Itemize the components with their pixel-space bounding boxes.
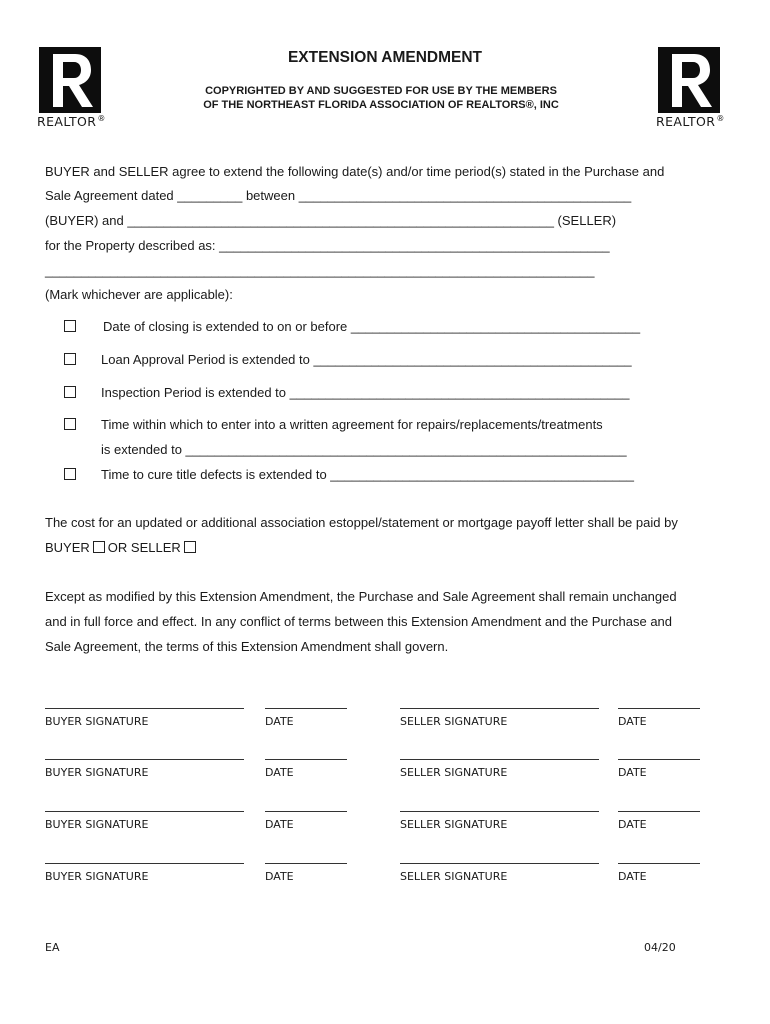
seller-date-label: DATE [618, 818, 647, 831]
except-line-2: and in full force and effect. In any conflict of terms between this Extension Amendment and the Purchase and [45, 614, 673, 629]
seller-signature-line[interactable] [400, 759, 599, 760]
buyer-signature-line[interactable] [45, 811, 244, 812]
buyer-date-label: DATE [265, 766, 294, 779]
cost-payer-choice [45, 540, 199, 555]
option-loan-approval-label: Loan Approval Period is extended to ____________________________________________ [101, 352, 632, 367]
seller-date-line[interactable] [618, 759, 700, 760]
document-title: EXTENSION AMENDMENT [287, 49, 483, 66]
seller-signature-line[interactable] [400, 708, 599, 709]
buyer-date-line[interactable] [265, 863, 347, 864]
seller-date-label: DATE [618, 715, 647, 728]
copyright-line-2: OF THE NORTHEAST FLORIDA ASSOCIATION OF REALTORS®, INC [203, 99, 559, 111]
option-closing-checkbox[interactable] [64, 320, 76, 332]
seller-pays-checkbox[interactable] [184, 541, 196, 553]
mark-instruction: (Mark whichever are applicable): [45, 287, 233, 302]
option-inspection-label: Inspection Period is extended to _______________________________________________ [101, 385, 630, 400]
option-repairs-checkbox[interactable] [64, 418, 76, 430]
option-inspection-checkbox[interactable] [64, 386, 76, 398]
buyer-signature-line[interactable] [45, 759, 244, 760]
form-version: 04/20 [644, 941, 676, 954]
cost-line: The cost for an updated or additional association estoppel/statement or mortgage payoff letter shall be paid by [45, 515, 678, 530]
buyer-signature-label: BUYER SIGNATURE [45, 715, 149, 728]
buyer-date-line[interactable] [265, 811, 347, 812]
buyer-date-label: DATE [265, 818, 294, 831]
seller-date-line[interactable] [618, 811, 700, 812]
option-repairs-label: Time within which to enter into a written agreement for repairs/replacements/treatments [101, 417, 603, 432]
seller-date-line[interactable] [618, 863, 700, 864]
buyer-signature-label: BUYER SIGNATURE [45, 870, 149, 883]
seller-option-label: OR SELLER [107, 540, 181, 555]
buyer-date-label: DATE [265, 715, 294, 728]
realtor-logo-right: REALTOR® [656, 47, 732, 129]
seller-signature-label: SELLER SIGNATURE [400, 766, 508, 779]
buyer-signature-line[interactable] [45, 708, 244, 709]
copyright-line-1: COPYRIGHTED BY AND SUGGESTED FOR USE BY THE MEMBERS [205, 85, 557, 97]
except-line-1: Except as modified by this Extension Amendment, the Purchase and Sale Agreement shall remain unchanged [45, 589, 677, 604]
intro-line-3: (BUYER) and ___________________________________________________________ (SELLER) [45, 213, 617, 228]
seller-signature-line[interactable] [400, 811, 599, 812]
buyer-date-line[interactable] [265, 708, 347, 709]
intro-line-5: ____________________________________________________________________________ [45, 263, 595, 278]
seller-signature-line[interactable] [400, 863, 599, 864]
intro-line-1: BUYER and SELLER agree to extend the following date(s) and/or time period(s) stated in the Purchase and [45, 164, 665, 179]
buyer-date-label: DATE [265, 870, 294, 883]
option-repairs-label-2: is extended to _____________________________________________________________ [101, 442, 627, 457]
seller-date-label: DATE [618, 870, 647, 883]
intro-line-2: Sale Agreement dated _________ between ______________________________________________ [45, 188, 632, 203]
seller-signature-label: SELLER SIGNATURE [400, 715, 508, 728]
option-closing-label: Date of closing is extended to on or before ________________________________________ [103, 319, 641, 334]
option-loan-approval-checkbox[interactable] [64, 353, 76, 365]
seller-date-line[interactable] [618, 708, 700, 709]
buyer-signature-label: BUYER SIGNATURE [45, 818, 149, 831]
option-title-defects-label: Time to cure title defects is extended to __________________________________________ [101, 467, 634, 482]
intro-line-4: for the Property described as: ______________________________________________________ [45, 238, 610, 253]
option-title-defects-checkbox[interactable] [64, 468, 76, 480]
seller-signature-label: SELLER SIGNATURE [400, 870, 508, 883]
realtor-logo-left: REALTOR® [37, 47, 113, 129]
seller-date-label: DATE [618, 766, 647, 779]
form-code: EA [45, 941, 60, 954]
except-line-3: Sale Agreement, the terms of this Extension Amendment shall govern. [45, 639, 449, 654]
seller-signature-label: SELLER SIGNATURE [400, 818, 508, 831]
buyer-signature-label: BUYER SIGNATURE [45, 766, 149, 779]
buyer-date-line[interactable] [265, 759, 347, 760]
buyer-pays-checkbox[interactable] [93, 541, 105, 553]
buyer-option-label: BUYER [45, 540, 90, 555]
buyer-signature-line[interactable] [45, 863, 244, 864]
